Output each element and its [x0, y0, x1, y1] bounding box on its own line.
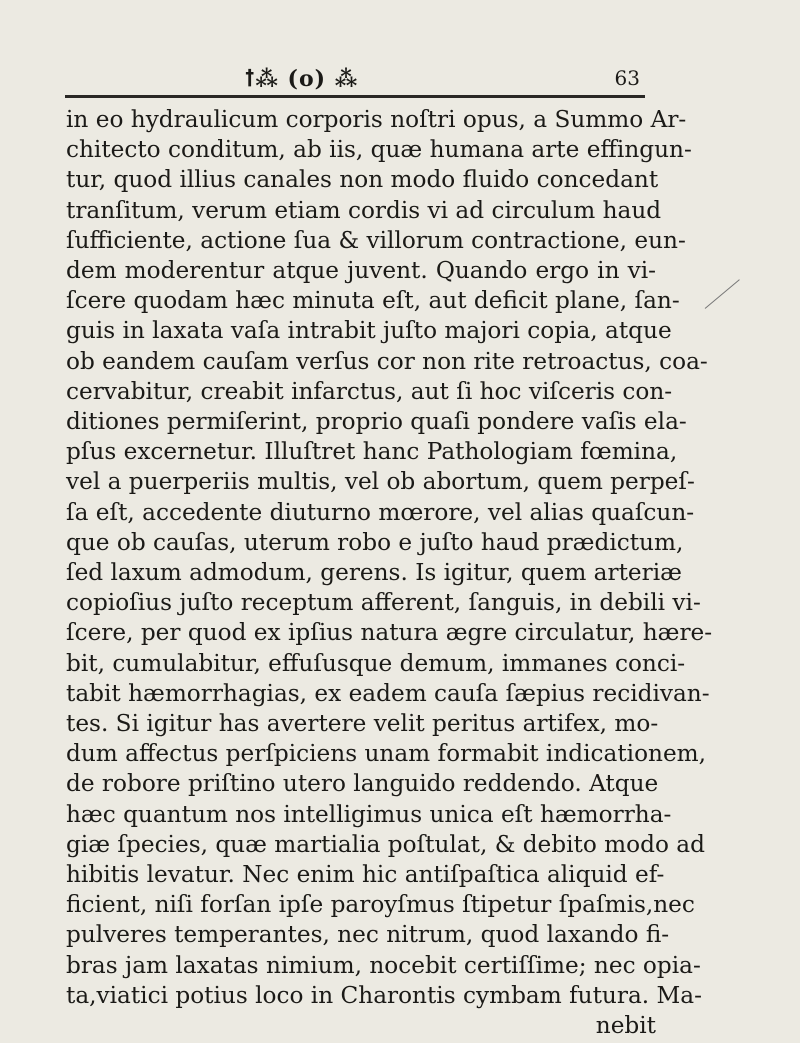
page-number: 63	[614, 66, 640, 90]
text-line: bit, cumulabitur, effuſusque demum, immanes conci-	[66, 649, 686, 677]
text-line: guis in laxata vaſa intrabit juſto majori copia, atque	[66, 317, 672, 345]
text-line: chitecto conditum, ab iis, quæ humana arte effingun-	[66, 136, 692, 164]
text-line: vel a puerperiis multis, vel ob abortum, quem perpeſ-	[66, 468, 695, 496]
text-line: cervabitur, creabit infarctus, aut ſi hoc viſceris con-	[66, 377, 673, 405]
text-line: hæc quantum nos intelligimus unica eſt hæmorrha-	[66, 800, 672, 828]
text-line: ditiones permiſerint, proprio quaſi pondere vaſis ela-	[66, 408, 687, 436]
text-line: ſa eſt, accedente diuturno mœrore, vel alias quaſcun-	[66, 498, 695, 526]
text-line: que ob cauſas, uterum robo e juſto haud prædictum,	[66, 528, 684, 556]
text-line: tranſitum, verum etiam cordis vi ad circulum haud	[66, 196, 662, 224]
text-line: ficient, niſi forſan ipſe paroyſmus ſtipetur ſpaſmis,nec	[66, 891, 695, 919]
text-line: pulveres temperantes, nec nitrum, quod laxando fi-	[66, 921, 670, 949]
text-line: pſus excernetur. Illuſtret hanc Pathologiam fœmina,	[66, 438, 678, 466]
text-line: ſcere quodam hæc minuta eſt, aut deficit plane, ſan-	[66, 287, 680, 315]
text-line: ſed laxum admodum, gerens. Is igitur, quem arteriæ	[66, 559, 682, 587]
header-ornament: ꝉ⁂ (o) ⁂	[245, 66, 359, 92]
text-line: ob eandem cauſam verſus cor non rite retroactus, coa-	[66, 347, 708, 375]
header-rule	[65, 95, 645, 98]
text-line: dem moderentur atque juvent. Quando ergo in vi-	[66, 257, 656, 285]
text-line: giæ ſpecies, quæ martialia poſtulat, & debito modo ad	[66, 830, 705, 858]
page-header	[60, 66, 640, 92]
text-line: copioſius juſto receptum afferent, ſanguis, in debili vi-	[66, 589, 701, 617]
text-line: hibitis levatur. Nec enim hic antiſpaſtica aliquid ef-	[66, 861, 665, 889]
margin-pencil-mark	[705, 279, 740, 309]
text-line: tur, quod illius canales non modo fluido concedant	[66, 166, 659, 194]
text-line: nebit	[595, 1012, 656, 1040]
text-line: ſcere, per quod ex ipſius natura ægre circulatur, hære-	[66, 619, 713, 647]
text-line: de robore priſtino utero languido reddendo. Atque	[66, 770, 659, 798]
text-line: ta,viatici potius loco in Charontis cymbam futura. Ma-	[66, 981, 702, 1009]
text-line: ſufficiente, actione ſua & villorum contractione, eun-	[66, 226, 686, 254]
body-text	[66, 105, 713, 1041]
text-line: bras jam laxatas nimium, nocebit certiſſime; nec opia-	[66, 951, 701, 979]
text-line: tes. Si igitur has avertere velit peritus artifex, mo-	[66, 710, 659, 738]
text-line: in eo hydraulicum corporis noſtri opus, a Summo Ar-	[66, 106, 687, 133]
text-line: tabit hæmorrhagias, ex eadem cauſa ſæpius recidivan-	[66, 679, 710, 707]
text-line: dum affectus perſpiciens unam formabit indicationem,	[66, 740, 707, 768]
